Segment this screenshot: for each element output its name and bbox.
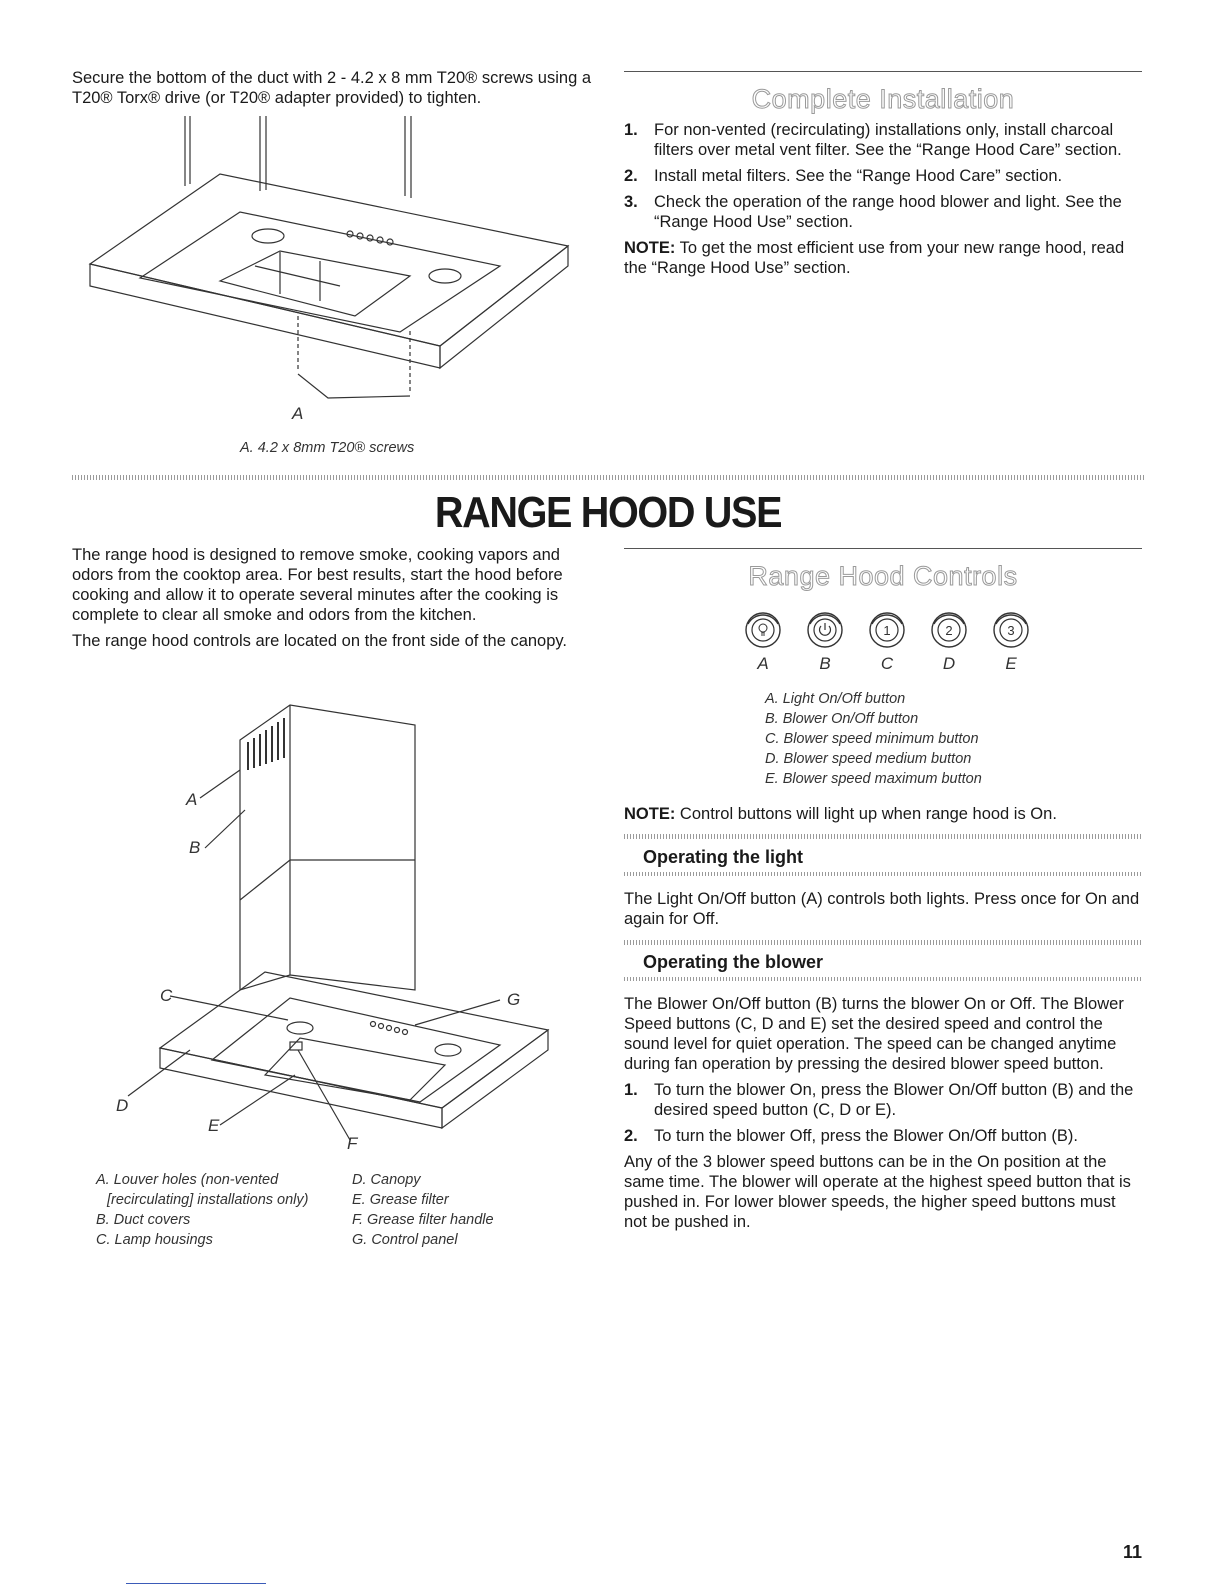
duct-screw-text: Secure the bottom of the duct with 2 - 4.2 x 8 mm T20® screws using a T20® Torx® drive (or T20® adapter provided) to tighten.: [72, 69, 592, 107]
speed-3-text: 3: [1007, 623, 1015, 638]
speed-3-icon: [991, 604, 1031, 650]
hood-label-f: F: [347, 1134, 358, 1153]
blower-para1: The Blower On/Off button (B) turns the blower On or Off. The Blower Speed buttons (C, D and E) set the desired speed and control the sound level for quiet operation. The speed can be changed anytime during fan operation by pressing the desired blower speed button.: [624, 995, 1124, 1073]
figure-label-a: A: [292, 404, 304, 423]
power-icon: [805, 604, 845, 650]
complete-installation-steps: [624, 120, 1142, 278]
hood-legend-right: [352, 1170, 572, 1250]
light-divider-bottom: [624, 872, 1142, 876]
step-item: 2. Install metal filters. See the “Range Hood Care” section.: [624, 167, 1063, 185]
legend-item: E. Blower speed maximum button: [765, 771, 982, 787]
operating-blower-body: [624, 994, 1142, 1238]
range-hood-controls-title: Range Hood Controls: [748, 561, 1018, 591]
operating-light-text: The Light On/Off button (A) controls both lights. Press once for On and again for Off.: [624, 890, 1140, 928]
legend-item: [recirculating] installations only): [107, 1192, 309, 1208]
legend-item: D. Canopy: [352, 1172, 421, 1188]
hood-legend-left: [96, 1170, 366, 1250]
step-item: 2. To turn the blower Off, press the Blower On/Off button (B).: [624, 1127, 1079, 1145]
control-button-d: 2 D: [918, 604, 980, 674]
speed-1-text: 1: [883, 623, 891, 638]
legend-item: C. Lamp housings: [96, 1232, 213, 1248]
speed-1-icon: [867, 604, 907, 650]
legend-item: D. Blower speed medium button: [765, 751, 972, 767]
legend-item: A. Light On/Off button: [765, 691, 906, 707]
range-hood-use-para2: The range hood controls are located on the front side of the canopy.: [72, 632, 568, 650]
range-hood-use-intro: [72, 545, 592, 657]
step-item: 1. To turn the blower On, press the Blower On/Off button (B) and the desired speed button (C, D or E).: [624, 1081, 1134, 1119]
hood-label-b: B: [189, 838, 201, 857]
hood-label-g: G: [507, 990, 521, 1009]
duct-screws-figure: [80, 116, 580, 426]
control-buttons-row: [732, 604, 1042, 674]
legend-item: B. Duct covers: [96, 1212, 191, 1228]
complete-installation-rule: [624, 71, 1142, 72]
complete-installation-note: NOTE: To get the most efficient use from your new range hood, read the “Range Hood Use” section.: [624, 239, 1125, 277]
control-button-e: 3 E: [980, 604, 1042, 674]
step-item: 1. For non-vented (recirculating) installations only, install charcoal filters over metal vent filter. See the “Range Hood Care” section.: [624, 121, 1122, 159]
legend-item: E. Grease filter: [352, 1192, 449, 1208]
control-button-a: A: [732, 604, 794, 674]
screws-caption: A. 4.2 x 8mm T20® screws: [240, 440, 415, 456]
controls-rule: [624, 548, 1142, 549]
legend-item: G. Control panel: [352, 1232, 458, 1248]
controls-legend: [765, 689, 1125, 789]
legend-item: B. Blower On/Off button: [765, 711, 919, 727]
step-item: 3. Check the operation of the range hood blower and light. See the “Range Hood Use” section.: [624, 193, 1122, 231]
page-title: RANGE HOOD USE: [434, 488, 782, 537]
light-divider-top: [624, 834, 1142, 839]
legend-item: F. Grease filter handle: [352, 1212, 494, 1228]
controls-note: NOTE: Control buttons will light up when range hood is On.: [624, 805, 1057, 823]
hood-label-d: D: [116, 1096, 129, 1115]
bulb-icon: [743, 604, 783, 650]
operating-blower-heading: Operating the blower: [643, 952, 824, 972]
complete-installation-title: Complete Installation: [751, 84, 1015, 114]
range-hood-figure: [100, 700, 570, 1160]
blower-para2: Any of the 3 blower speed buttons can be in the On position at the same time. The blower will operate at the highest speed button that is pushed in. For lower blower speeds, the higher speed buttons must not be pushed in.: [624, 1153, 1131, 1231]
hood-label-e: E: [208, 1116, 220, 1135]
blower-divider-bottom: [624, 977, 1142, 981]
hood-label-c: C: [160, 986, 173, 1005]
control-button-c: 1 C: [856, 604, 918, 674]
speed-2-icon: [929, 604, 969, 650]
operating-light-heading: Operating the light: [643, 847, 803, 867]
legend-item: C. Blower speed minimum button: [765, 731, 979, 747]
control-button-b: B: [794, 604, 856, 674]
duct-screw-instructions: [72, 68, 592, 114]
blower-divider-top: [624, 940, 1142, 945]
hood-label-a: A: [186, 790, 198, 809]
legend-item: A. Louver holes (non-vented: [96, 1172, 279, 1188]
speed-2-text: 2: [945, 623, 953, 638]
section-divider: [72, 475, 1144, 480]
range-hood-use-para1: The range hood is designed to remove smoke, cooking vapors and odors from the cooktop area. For best results, start the hood before cooking and allow it to operate several minutes after the cooking is complete to clear all smoke and odors from the kitchen.: [72, 546, 563, 624]
page-number: 11: [1122, 1542, 1142, 1562]
